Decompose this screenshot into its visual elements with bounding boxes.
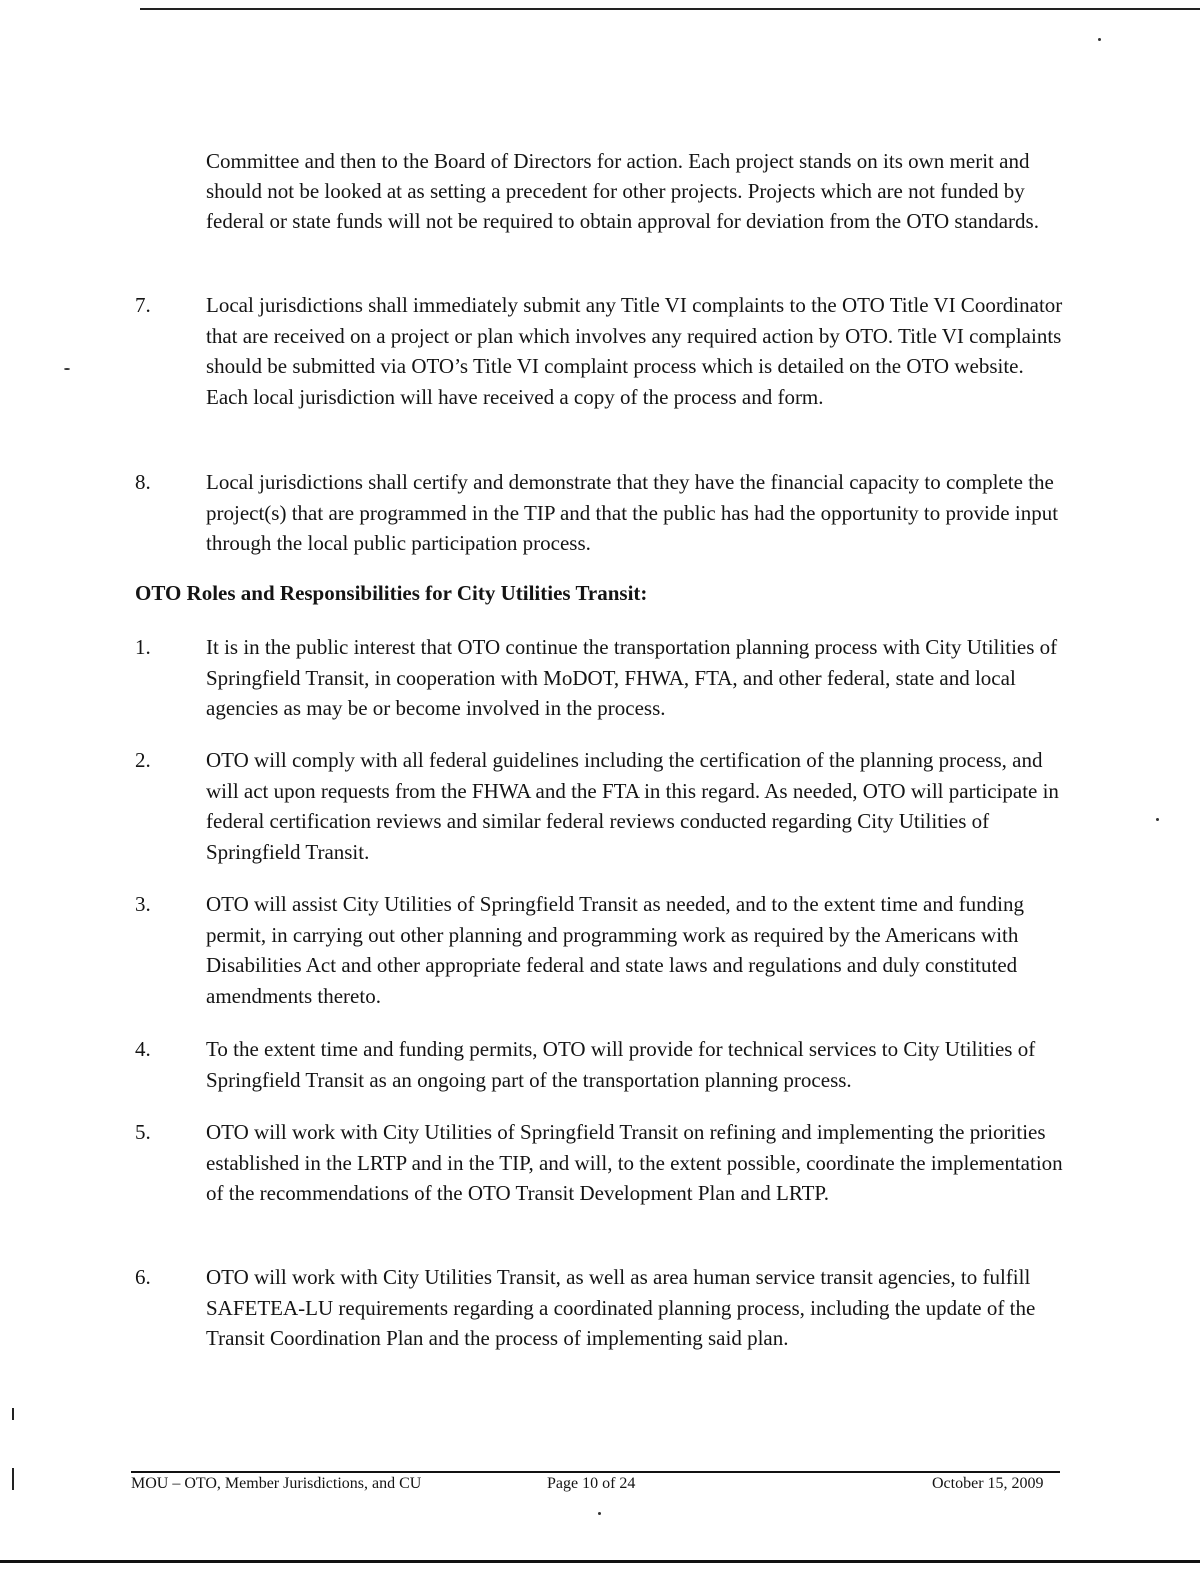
scan-speck [598,1512,601,1515]
section-heading: OTO Roles and Responsibilities for City Utilities Transit: [135,581,648,605]
scan-speck [64,368,70,370]
scan-speck [1098,38,1101,41]
list-item-text: OTO will assist City Utilities of Springfield Transit as needed, and to the extent time and funding permit, in carrying out other planning and programming work as required by the Americans with Disabilities Act and other appropriate federal and state laws and regulations and duly constituted amendments thereto. [206,892,1024,1008]
list-item-text: OTO will work with City Utilities of Springfield Transit on refining and implementing the priorities established in the LRTP and in the TIP, and will, to the extent possible, coordinate the implementation of the recommendations of the OTO Transit Development Plan and LRTP. [206,1120,1063,1205]
intro-paragraph: Committee and then to the Board of Directors for action. Each project stands on its own merit and should not be looked at as setting a precedent for other projects. Projects which are not funded by federal or state funds will not be required to obtain approval for deviation from the OTO standards. [206,149,1039,233]
footer-rule [131,1471,1060,1473]
scan-mark [12,1408,14,1420]
list-item-text: OTO will work with City Utilities Transit, as well as area human service transit agencies, to fulfill SAFETEA-LU requirements regarding a coordinated planning process, including the update of the Transit Coordination Plan and the process of implementing said plan. [206,1265,1036,1350]
footer-page-number: Page 10 of 24 [547,1475,636,1492]
footer-document-title: MOU – OTO, Member Jurisdictions, and CU [131,1475,422,1492]
list-item-number: 6. [135,1265,151,1289]
scan-speck [1156,818,1159,821]
footer-date: October 15, 2009 [932,1475,1044,1492]
list-item-number: 1. [135,635,151,659]
list-item-text: Local jurisdictions shall certify and demonstrate that they have the financial capacity to complete the project(s) that are programmed in the TIP and that the public has had the opportunity to provide input through the local public participation process. [206,470,1059,555]
bottom-scan-edge [0,1560,1200,1563]
list-item-text: Local jurisdictions shall immediately submit any Title VI complaints to the OTO Title VI Coordinator that are received on a project or plan which involves any required action by OTO. Title VI complaints should be submitted via OTO’s Title VI complaint process which is detailed on the OTO website. Each local jurisdiction will have received a copy of the process and form. [206,293,1063,409]
list-item-number: 7. [135,293,151,317]
list-item-text: OTO will comply with all federal guidelines including the certification of the planning process, and will act upon requests from the FHWA and the FTA in this regard. As needed, OTO will participate in federal certification reviews and similar federal reviews conducted regarding City Utilities of Springfield Transit. [206,748,1059,864]
list-item-number: 3. [135,892,151,916]
scan-mark [12,1468,14,1490]
list-item-number: 4. [135,1037,151,1061]
list-item-text: To the extent time and funding permits, OTO will provide for technical services to City Utilities of Springfield Transit as an ongoing part of the transportation planning process. [206,1037,1036,1092]
list-item-number: 8. [135,470,151,494]
list-item-number: 2. [135,748,151,772]
list-item-number: 5. [135,1120,151,1144]
list-item-text: It is in the public interest that OTO continue the transportation planning process with City Utilities of Springfield Transit, in cooperation with MoDOT, FHWA, FTA, and other federal, state and local agencies as may be or become involved in the process. [206,635,1058,720]
